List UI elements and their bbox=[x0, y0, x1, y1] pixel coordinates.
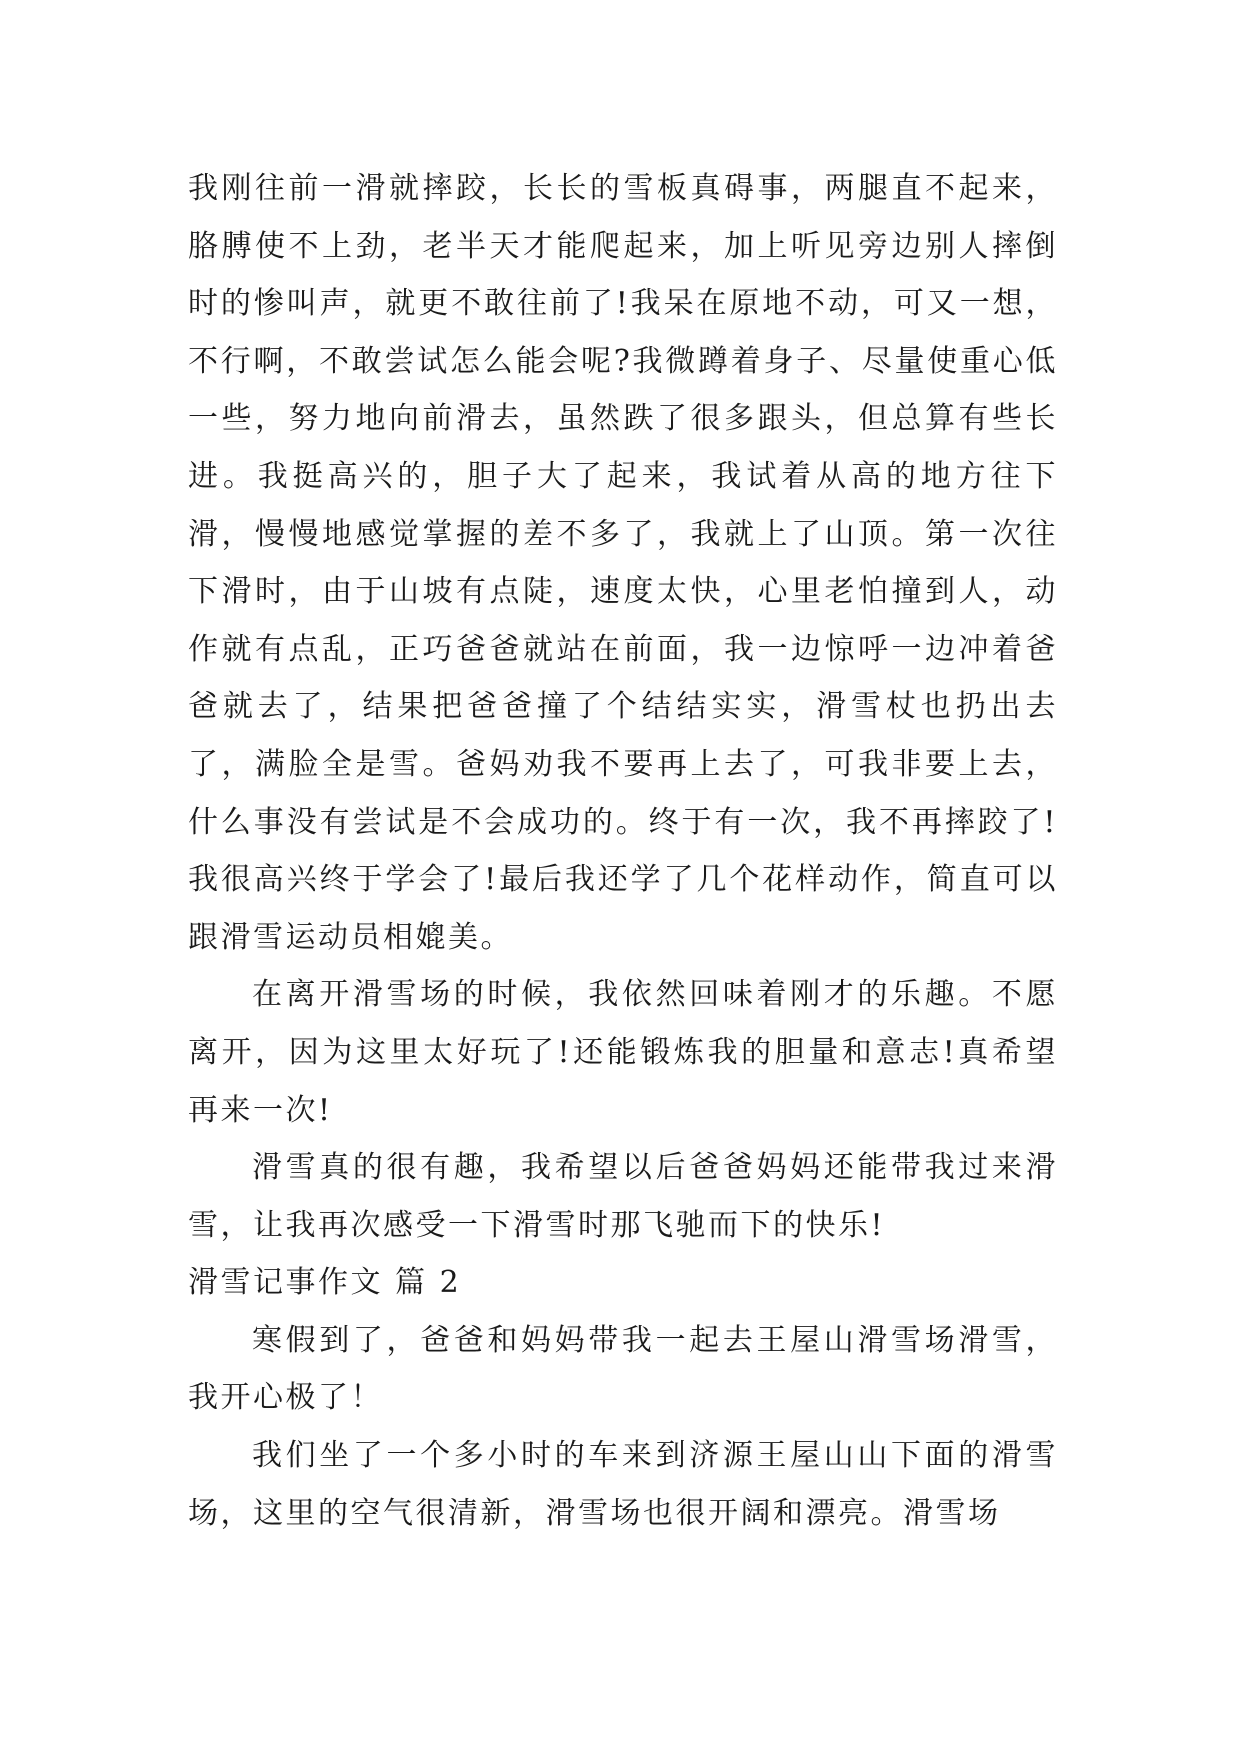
paragraph-5: 我们坐了一个多小时的车来到济源王屋山山下面的滑雪场，这里的空气很清新，滑雪场也很开阔和漂亮。滑雪场 bbox=[188, 1438, 1058, 1531]
section-heading: 滑雪记事作文 篇 2 bbox=[188, 1265, 462, 1301]
paragraph-2: 在离开滑雪场的时候，我依然回味着刚才的乐趣。不愿离开，因为这里太好玩了!还能锻炼我的胆量和意志!真希望再来一次! bbox=[188, 977, 1058, 1128]
paragraph-3: 滑雪真的很有趣，我希望以后爸爸妈妈还能带我过来滑雪，让我再次感受一下滑雪时那飞驰而下的快乐! bbox=[188, 1150, 1058, 1243]
document-body bbox=[188, 160, 1058, 1542]
paragraph-1: 我刚往前一滑就摔跤，长长的雪板真碍事，两腿直不起来，胳膊使不上劲，老半天才能爬起来，加上听见旁边别人摔倒时的惨叫声，就更不敢往前了!我呆在原地不动，可又一想，不行啊，不敢尝试怎么能会呢?我微蹲着身子、尽量使重心低一些，努力地向前滑去，虽然跌了很多跟头，但总算有些长进。我挺高兴的，胆子大了起来，我试着从高的地方往下滑，慢慢地感觉掌握的差不多了，我就上了山顶。第一次往下滑时，由于山坡有点陡，速度太快，心里老怕撞到人，动作就有点乱，正巧爸爸就站在前面，我一边惊呼一边冲着爸爸就去了，结果把爸爸撞了个结结实实，滑雪杖也扔出去了，满脸全是雪。爸妈劝我不要再上去了，可我非要上去，什么事没有尝试是不会成功的。终于有一次，我不再摔跤了!我很高兴终于学会了!最后我还学了几个花样动作，简直可以跟滑雪运动员相媲美。 bbox=[188, 171, 1058, 955]
paragraph-4: 寒假到了，爸爸和妈妈带我一起去王屋山滑雪场滑雪，我开心极了！ bbox=[188, 1322, 1058, 1416]
